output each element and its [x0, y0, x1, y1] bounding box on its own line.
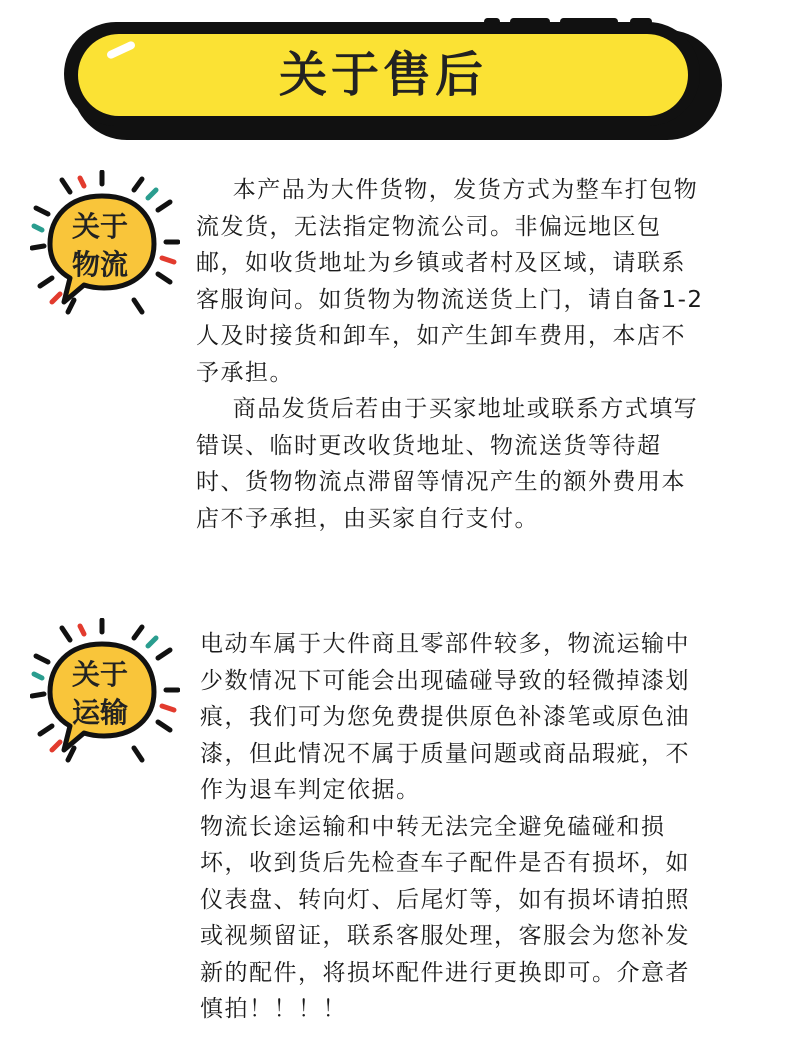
banner-dash-decoration [560, 18, 618, 25]
banner-dash-decoration [484, 18, 500, 25]
banner-dash-decoration [510, 18, 550, 25]
badge-label-line2: 运输 [71, 696, 128, 729]
paragraph: 电动车属于大件商且零部件较多，物流运输中少数情况下可能会出现磕碰导致的轻微掉漆划痕，我们可为您免费提供原色补漆笔或原色油漆，但此情况不属于质量问题或商品瑕疵，不作为退车判定依据。 [200, 631, 690, 803]
logistics-badge [30, 170, 180, 320]
badge-label-line2: 物流 [71, 248, 128, 281]
banner-dash-decoration [630, 18, 652, 25]
badge-label-line1: 关于 [71, 210, 128, 243]
paragraph: 本产品为大件货物，发货方式为整车打包物流发货，无法指定物流公司。非偏远地区包邮，如收货地址为乡镇或者村及区域，请联系客服询问。如货物为物流送货上门，请自备1-2人及时接货和卸车，如产生卸车费用，本店不予承担。 [196, 177, 704, 386]
logistics-text [196, 172, 708, 537]
paragraph: 物流长途运输和中转无法完全避免磕碰和损坏，收到货后先检查车子配件是否有损坏，如仪表盘、转向灯、后尾灯等，如有损坏请拍照或视频留证，联系客服处理，客服会为您补发新的配件，将损坏配件进行更换即可。介意者慎拍！！！！ [200, 813, 690, 1022]
badge-label-line1: 关于 [71, 658, 128, 691]
page-title: 关于售后 [278, 47, 487, 103]
transport-text [200, 626, 710, 1028]
paragraph: 商品发货后若由于买家地址或联系方式填写错误、临时更改收货地址、物流送货等待超时、货物物流点滞留等情况产生的额外费用本店不予承担，由买家自行支付。 [196, 396, 699, 532]
transport-badge [30, 618, 180, 768]
